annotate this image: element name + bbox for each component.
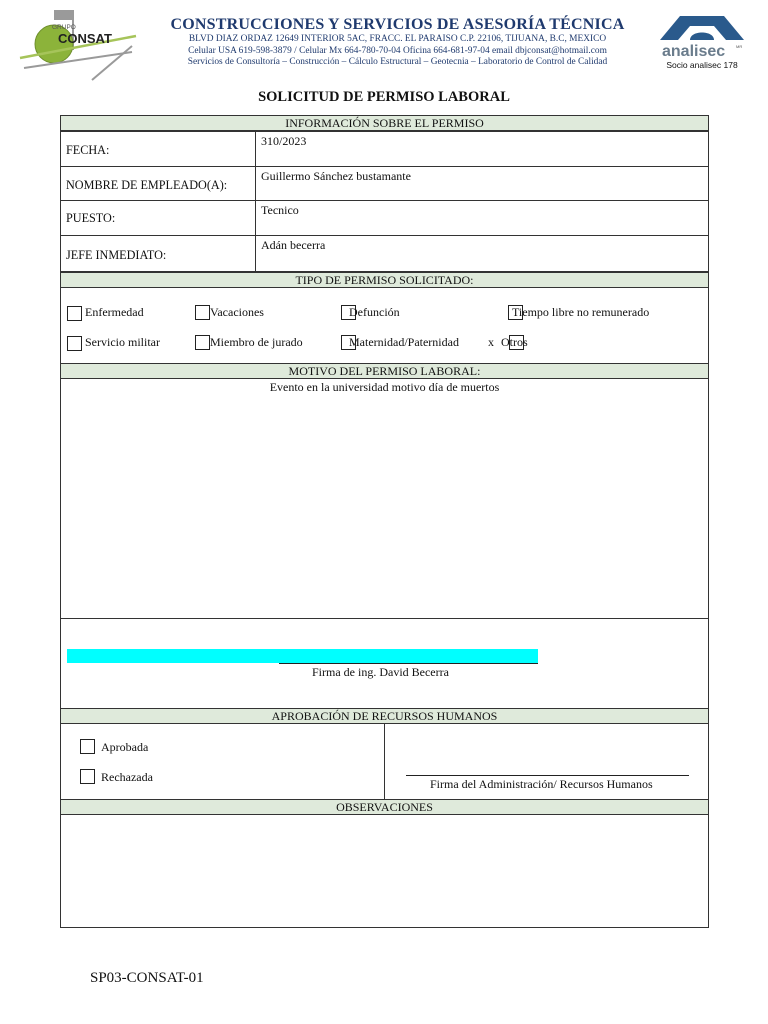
logo-consat-text: CONSAT [58,31,112,46]
company-phones: Celular USA 619-598-3879 / Celular Mx 664-780-70-04 Oficina 664-681-97-04 email dbjconsat@hotmail.com [188,45,607,56]
enfermedad-checkbox[interactable] [67,306,82,321]
maternidad-label: Maternidad/Paternidad [349,335,459,349]
rechazada-checkbox[interactable] [80,769,95,784]
type-section-header: TIPO DE PERMISO SOLICITADO: [60,272,709,288]
socio-text: Socio analisec 178 [666,60,738,70]
nombre-value[interactable]: Guillermo Sánchez bustamante [261,169,411,183]
puesto-label: PUESTO: [66,211,116,225]
observations-box[interactable] [60,814,709,928]
motive-text[interactable]: Evento en la universidad motivo día de muertos [269,380,500,394]
consat-logo [14,6,144,82]
info-table [60,130,709,272]
info-section-header: INFORMACIÓN SOBRE EL PERMISO [60,115,709,131]
info-row-nombre [61,166,708,200]
signature-caption: Firma de ing. David Becerra [312,665,449,679]
vacaciones-checkbox[interactable] [195,305,210,320]
form-title: SOLICITUD DE PERMISO LABORAL [258,89,510,105]
hr-signature-line [406,775,689,776]
defuncion-label: Defunción [349,305,400,319]
company-address: BLVD DIAZ ORDAZ 12649 INTERIOR 5AC, FRACC. EL PARAISO C.P. 22106, TIJUANA, B.C, MEXICO [188,34,607,44]
nombre-label: NOMBRE DE EMPLEADO(A): [66,178,228,192]
hr-signature-caption: Firma del Administración/ Recursos Humanos [430,777,653,791]
document-code: SP03-CONSAT-01 [90,970,204,986]
fecha-label: FECHA: [66,143,110,157]
info-row-puesto [61,200,708,235]
motive-signature-area [60,618,709,709]
jurado-label: Miembro de jurado [210,335,303,349]
info-row-jefe [61,235,708,271]
vacaciones-label: Vacaciones [210,305,264,319]
aprobada-checkbox[interactable] [80,739,95,754]
logo-grupo-text: GRUPO [52,24,76,31]
signature-line [279,663,538,664]
company-header [150,16,645,69]
tiempo-libre-label: Tiempo libre no remunerado [512,305,650,319]
fecha-value[interactable]: 310/2023 [261,134,307,148]
puesto-value[interactable]: Tecnico [261,203,299,217]
otros-label: Otros [501,335,528,349]
rechazada-label: Rechazada [101,770,153,784]
analisec-brand-text: analisec [662,43,726,60]
analisec-mr-text: MR [736,44,743,49]
otros-mark: x [488,335,494,349]
company-services: Servicios de Consultoría – Construcción – Cálculo Estructural – Geotecnia – Laboratorio de Control de Calidad [187,57,608,67]
observations-section-header: OBSERVACIONES [60,799,709,815]
hr-section-header: APROBACIÓN DE RECURSOS HUMANOS [60,708,709,724]
enfermedad-label: Enfermedad [85,305,144,319]
signature-highlight [67,649,538,663]
hr-box [60,723,709,800]
info-row-fecha [61,131,708,166]
servicio-militar-checkbox[interactable] [67,336,82,351]
analisec-logo [654,8,750,74]
aprobada-label: Aprobada [101,740,149,754]
company-name: CONSTRUCCIONES Y SERVICIOS DE ASESORÍA TÉCNICA [170,16,625,33]
hr-divider [384,724,385,799]
motive-section-header: MOTIVO DEL PERMISO LABORAL: [60,363,709,379]
jefe-label: JEFE INMEDIATO: [66,248,167,262]
servicio-militar-label: Servicio militar [85,335,160,349]
jefe-value[interactable]: Adán becerra [261,238,326,252]
motive-box[interactable] [60,378,709,619]
type-options [60,287,709,364]
jurado-checkbox[interactable] [195,335,210,350]
